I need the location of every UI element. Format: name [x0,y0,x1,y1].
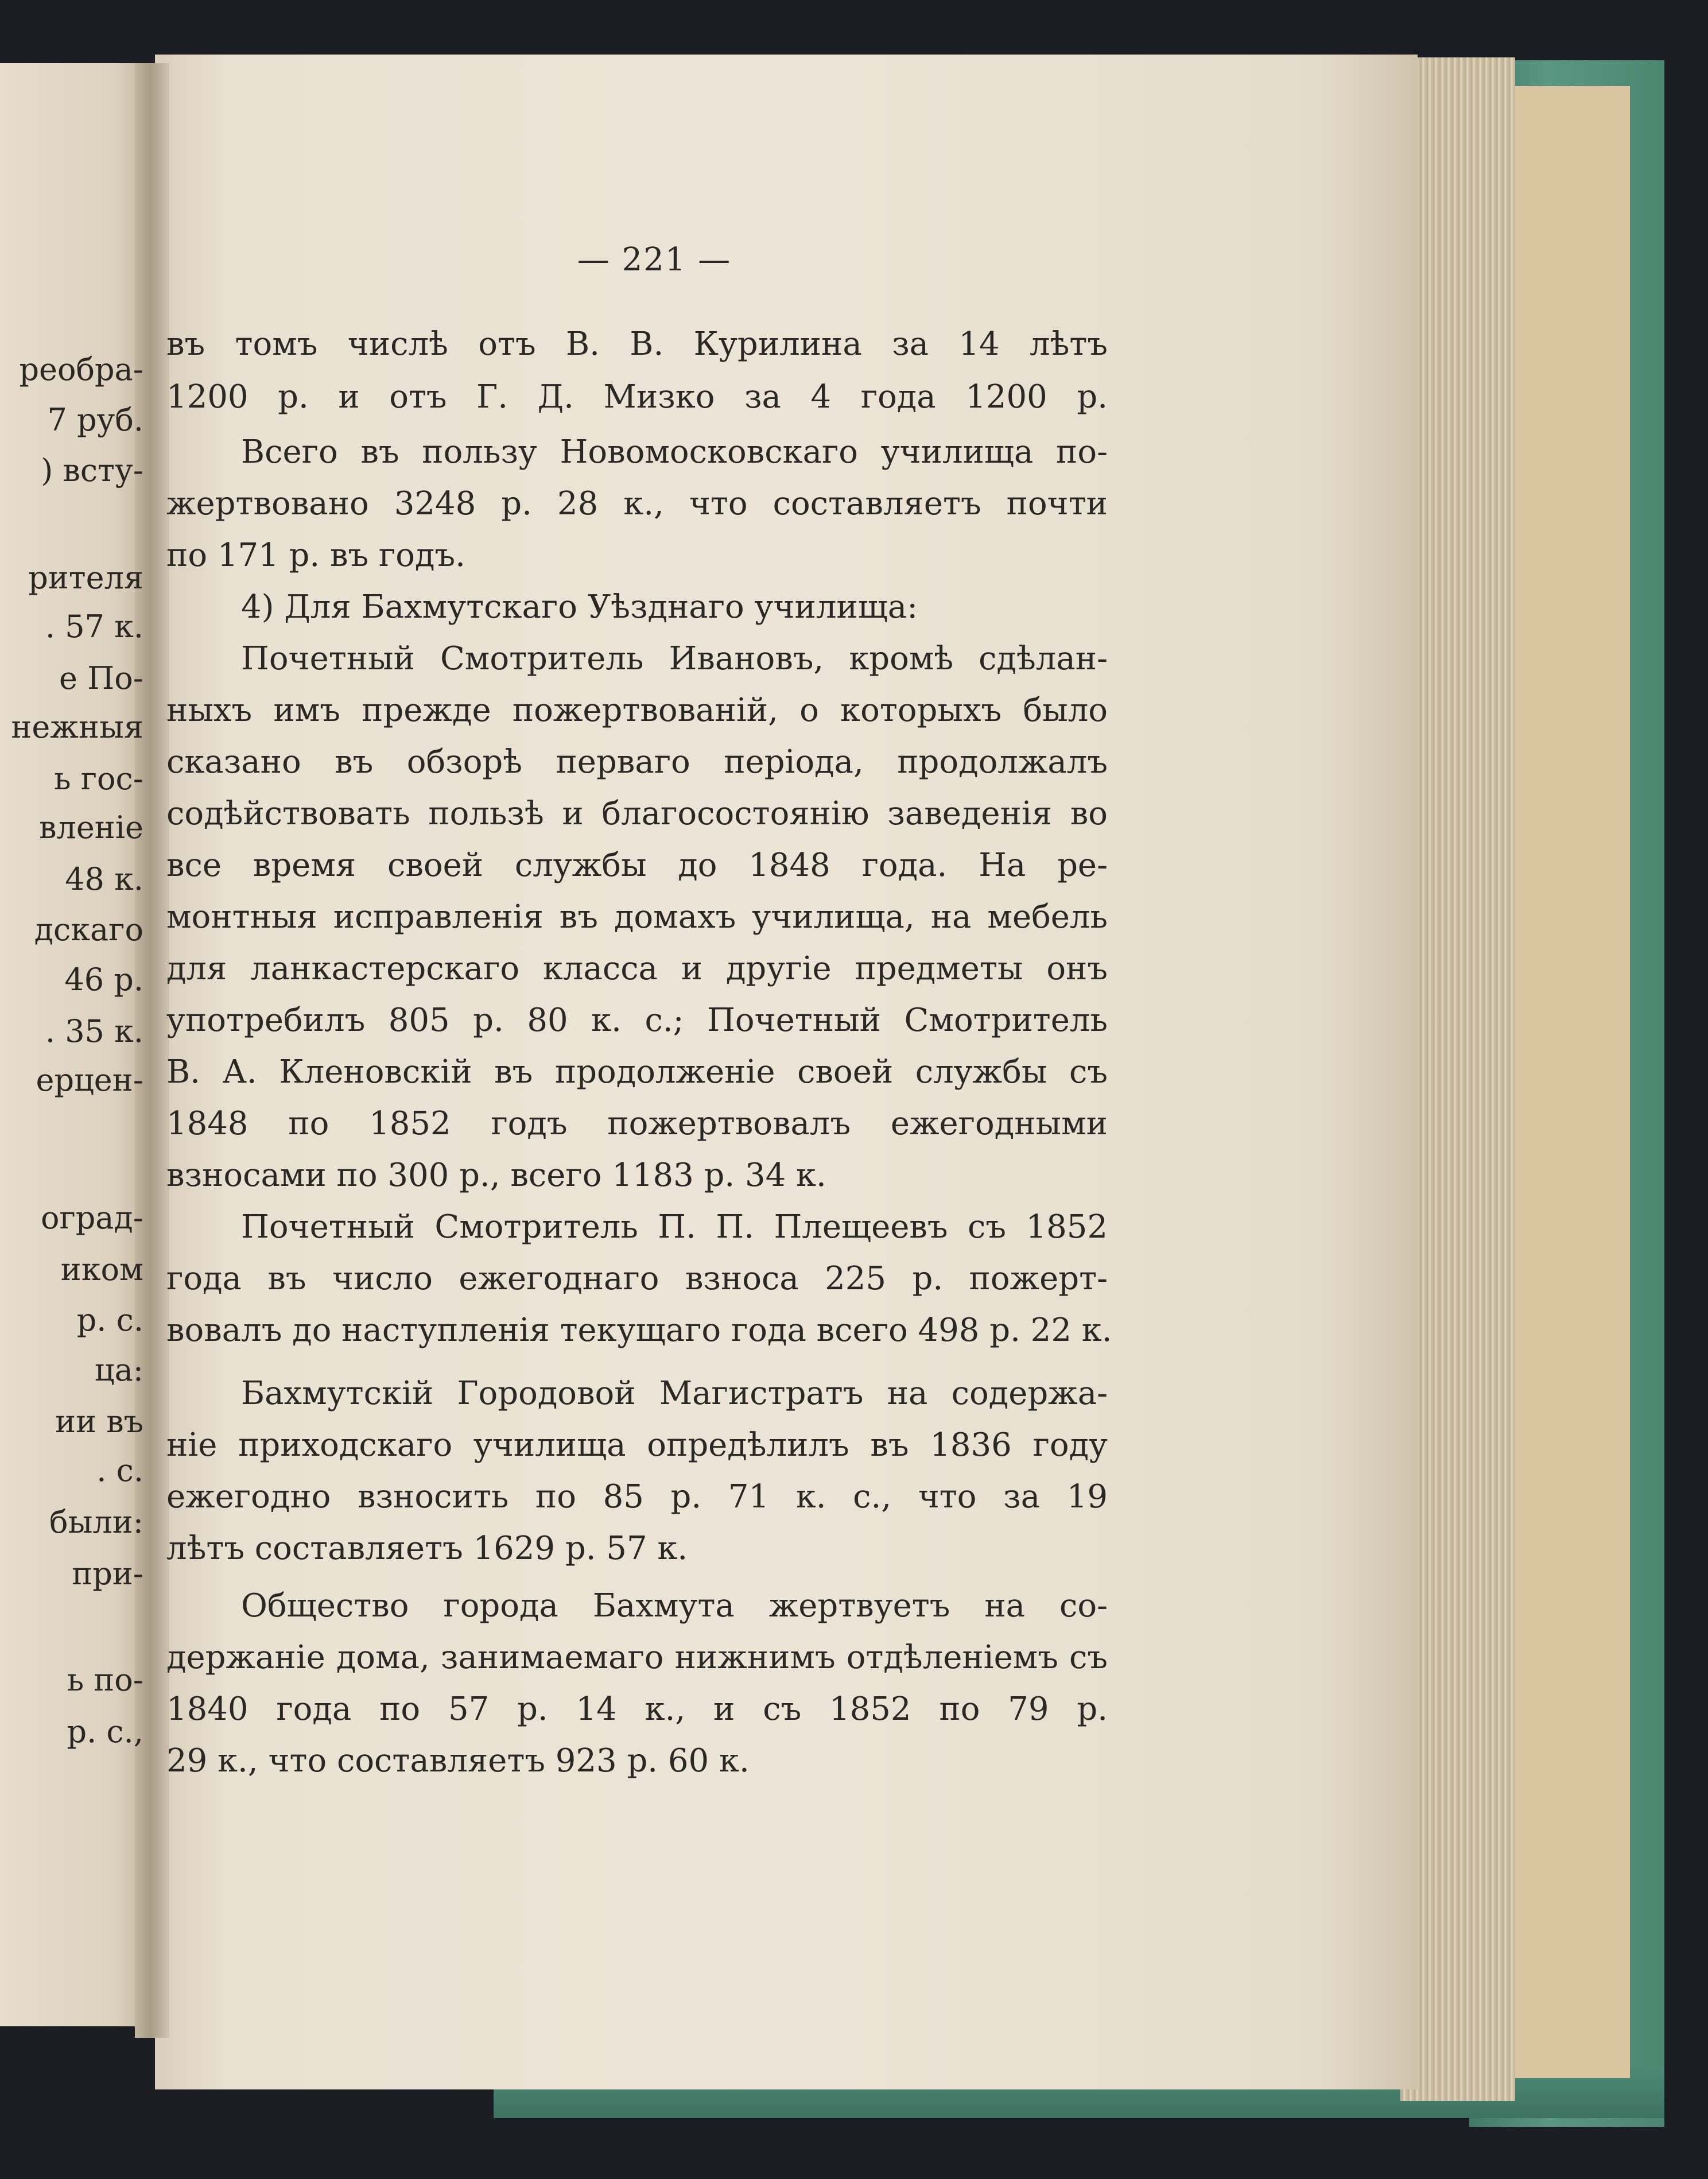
left-line: р. с. [76,1302,143,1338]
text-line: монтныя исправленія въ домахъ училища, на мебель [166,898,1108,936]
text-line: лѣтъ составляетъ 1629 р. 57 к. [166,1530,688,1567]
text-line: Почетный Смотритель П. П. Плещеевъ съ 1852 [241,1208,1108,1246]
left-line: дскаго [34,912,143,948]
section-heading: 4) Для Бахмутскаго Уѣзднаго училища: [241,588,918,626]
left-line: рителя [28,560,143,596]
text-line: Общество города Бахмута жертвуетъ на со- [241,1587,1108,1624]
left-line: ь гос- [54,761,143,797]
page-number: — 221 — [577,241,732,278]
left-line: ь по- [67,1662,143,1698]
left-line: реобра- [19,351,143,387]
text-line: для ланкастерскаго класса и другіе предметы онъ [166,950,1108,987]
text-line: года въ число ежегоднаго взноса 225 р. пожерт- [166,1260,1108,1297]
endpaper [1509,86,1630,2078]
text-line: Почетный Смотритель Ивановъ, кромѣ сдѣлан- [241,640,1108,677]
text-line: употребилъ 805 р. 80 к. с.; Почетный Смотритель [166,1002,1108,1039]
left-line: . 35 к. [45,1013,143,1049]
left-line: были: [49,1504,143,1540]
text-line: жертвовано 3248 р. 28 к., что составляетъ почти [166,485,1108,522]
text-line: ежегодно взносить по 85 р. 71 к. с., что за 19 [166,1478,1108,1515]
text-line: въ томъ числѣ отъ В. В. Курилина за 14 лѣтъ [166,325,1108,363]
text-line: Бахмутскій Городовой Магистратъ на содержа- [241,1375,1108,1412]
left-line: 48 к. [65,861,143,897]
left-line: иком [60,1251,143,1288]
page-block-edges [1400,57,1515,2101]
text-line: по 171 р. въ годъ. [166,537,465,574]
left-line: 46 р. [64,961,143,998]
text-line: В. А. Кленовскій въ продолженіе своей службы съ [166,1053,1108,1091]
text-line: вовалъ до наступленія текущаго года всего 498 р. 22 к. [166,1312,1112,1349]
text-line: 1200 р. и отъ Г. Д. Мизко за 4 года 1200 р. [166,378,1108,416]
text-line: 1848 по 1852 годъ пожертвовалъ ежегодными [166,1105,1108,1142]
text-line: сказано въ обзорѣ перваго періода, продолжалъ [166,743,1108,781]
left-line: р. с., [67,1713,143,1750]
text-line: содѣйствовать пользѣ и благосостоянію заведенія во [166,795,1108,832]
left-line: . с. [96,1452,143,1488]
text-line: Всего въ пользу Новомосковскаго училища по- [241,433,1108,471]
left-line: 7 руб. [47,402,143,438]
left-line: при- [72,1556,143,1592]
text-line: держаніе дома, занимаемаго нижнимъ отдѣленіемъ съ [166,1639,1108,1676]
left-line: . 57 к. [45,608,143,645]
left-line: е По- [59,660,143,696]
left-line: ца: [94,1352,143,1388]
left-page-text [0,0,143,2179]
text-line: взносами по 300 р., всего 1183 р. 34 к. [166,1157,826,1194]
left-line: нежныя [11,709,143,745]
text-line: ныхъ имъ прежде пожертвованій, о которыхъ было [166,692,1108,729]
left-line: ерцен- [36,1062,143,1098]
text-line: ніе приходскаго училища опредѣлилъ въ 1836 году [166,1426,1108,1464]
left-line: ии въ [55,1403,143,1440]
left-line: оград- [40,1200,143,1236]
left-line: ) всту- [41,452,143,488]
text-line: 1840 года по 57 р. 14 к., и съ 1852 по 79 р. [166,1691,1108,1728]
left-line: вленіе [39,809,143,846]
text-line: все время своей службы до 1848 года. На ре- [166,847,1108,884]
text-line: 29 к., что составляетъ 923 р. 60 к. [166,1742,750,1779]
